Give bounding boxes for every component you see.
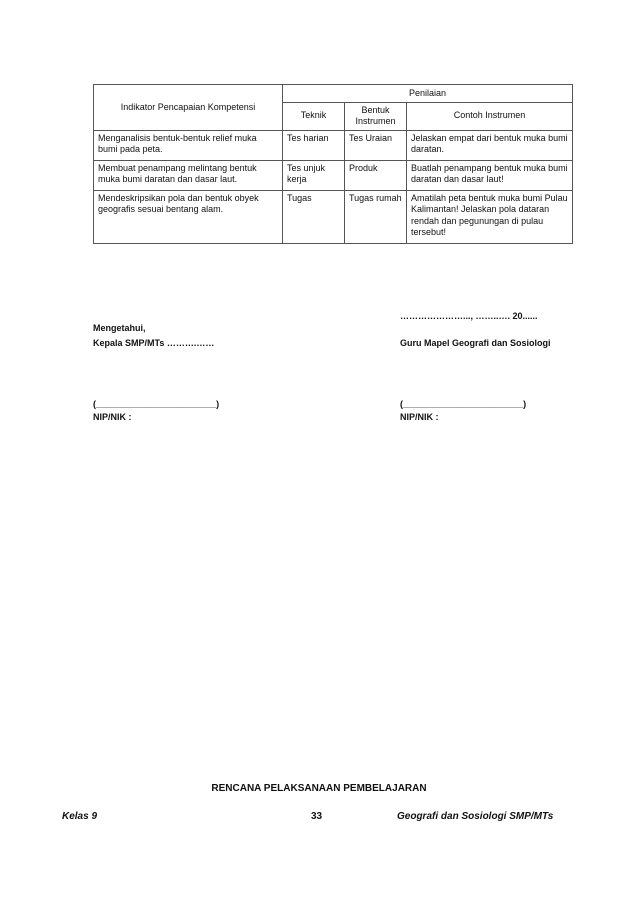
cell-indicator: Mendeskripsikan pola dan bentuk obyek geografis sesuai bentang alam. [94,190,283,243]
cell-contoh: Buatlah penampang bentuk muka bumi daratan dan dasar laut! [407,160,573,190]
header-indicator: Indikator Pencapaian Kompetensi [94,85,283,131]
page-number: 33 [311,811,323,822]
cell-bentuk: Tugas rumah [345,190,407,243]
table-row [94,130,573,160]
class-label: Kelas 9 [62,811,98,822]
header-teknik: Teknik [283,102,345,130]
table-row [94,160,573,190]
table-row [94,190,573,243]
cell-bentuk: Produk [345,160,407,190]
header-bentuk-instrumen: Bentuk Instrumen [345,102,407,130]
left-nip: NIP/NIK : [93,412,132,422]
header-contoh-instrumen: Contoh Instrumen [407,102,573,130]
cell-teknik: Tes harian [283,130,345,160]
cell-indicator: Membuat penampang melintang bentuk muka bumi daratan dan dasar laut. [94,160,283,190]
subject-label: Geografi dan Sosiologi SMP/MTs [397,811,554,822]
left-signature-line: (________________________) [93,399,220,409]
date-line: …………………..., ……..…. 20...... [400,311,538,321]
cell-bentuk: Tes Uraian [345,130,407,160]
left-role: Kepala SMP/MTs ……….…… [93,338,215,348]
cell-teknik: Tes unjuk kerja [283,160,345,190]
document-title: RENCANA PELAKSANAAN PEMBELAJARAN [211,783,427,794]
cell-contoh: Jelaskan empat dari bentuk muka bumi daratan. [407,130,573,160]
cell-teknik: Tugas [283,190,345,243]
right-role: Guru Mapel Geografi dan Sosiologi [400,338,551,348]
right-signature-line: (________________________) [400,399,527,409]
right-nip: NIP/NIK : [400,412,439,422]
cell-contoh: Amatilah peta bentuk muka bumi Pulau Kalimantan! Jelaskan pola dataran rendah dan pegunungan di pulau tersebut! [407,190,573,243]
header-penilaian: Penilaian [283,85,573,103]
assessment-table [93,84,573,244]
left-greeting: Mengetahui, [93,323,146,333]
cell-indicator: Menganalisis bentuk-bentuk relief muka bumi pada peta. [94,130,283,160]
